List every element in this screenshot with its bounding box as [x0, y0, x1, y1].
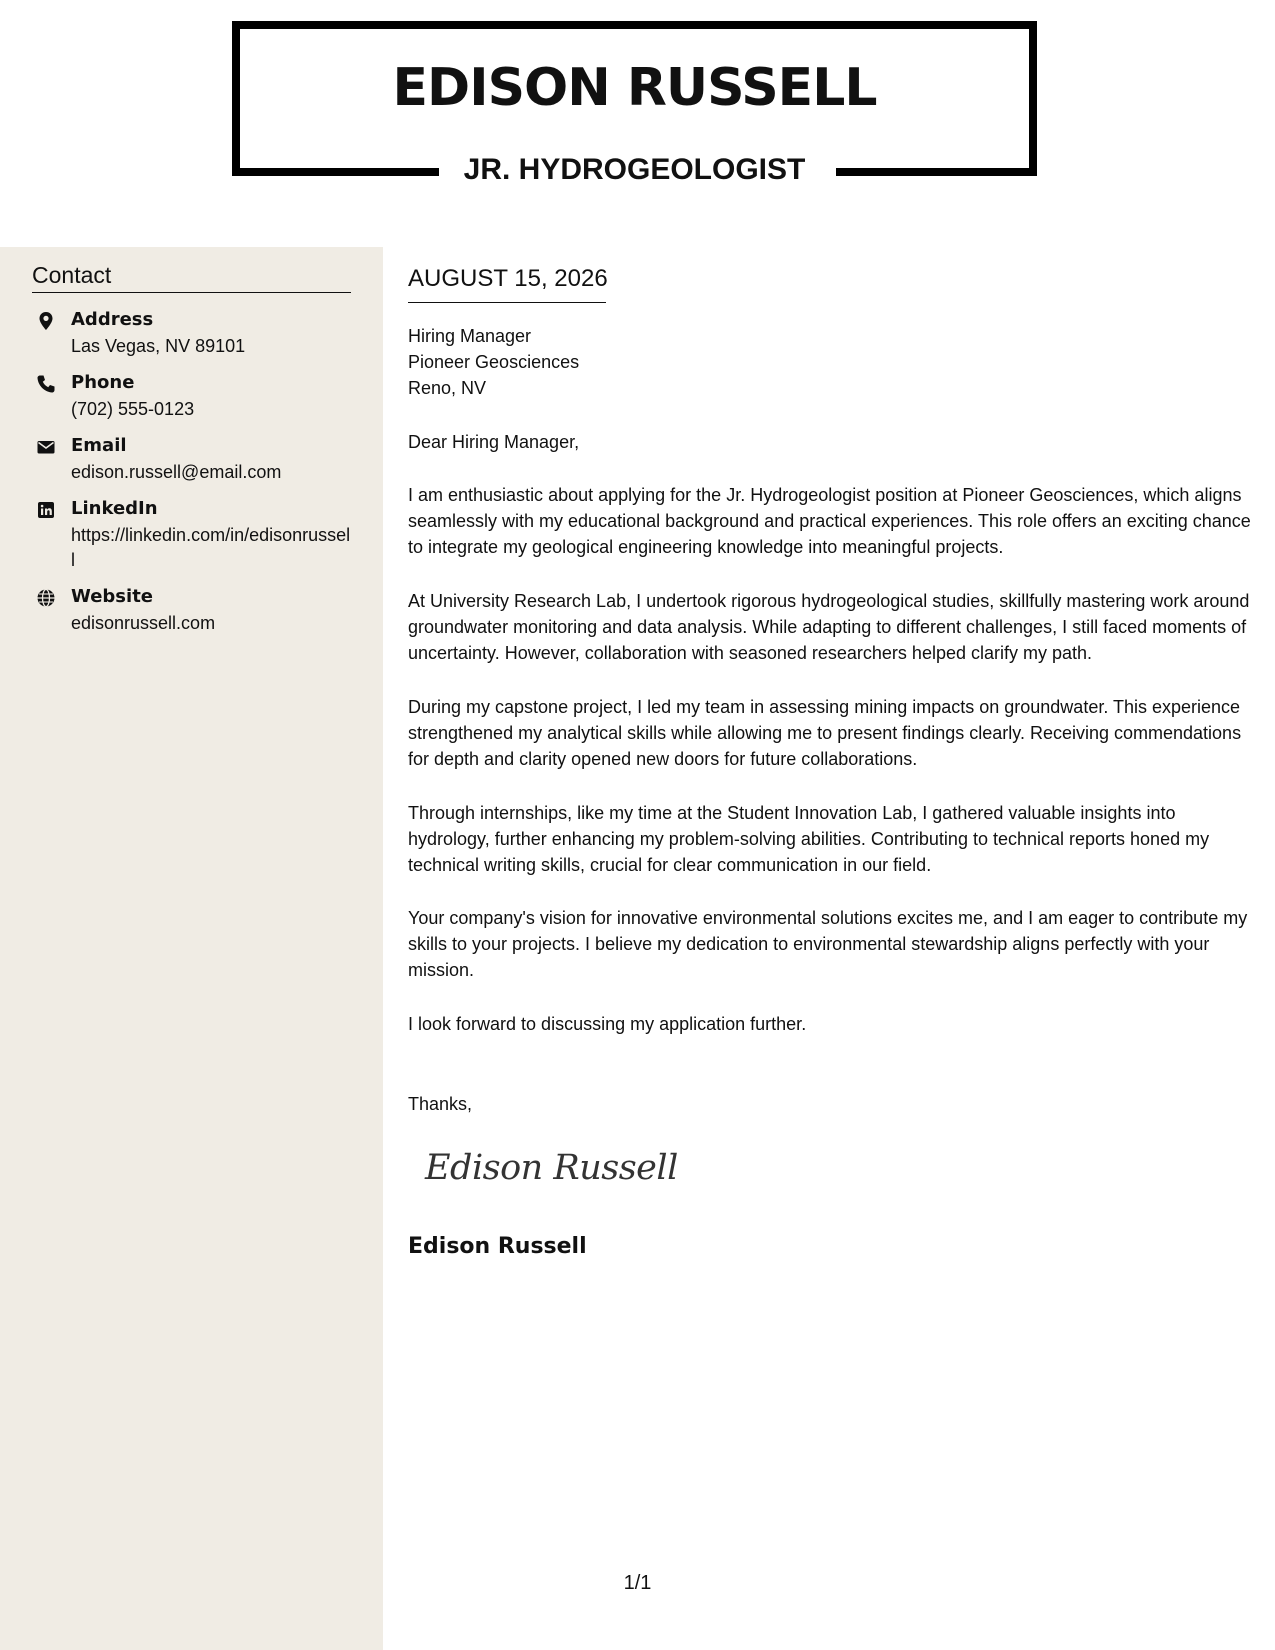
phone-icon [36, 374, 56, 394]
recipient-line: Hiring Manager [408, 326, 532, 346]
contact-divider [32, 292, 351, 293]
linkedin-icon [36, 500, 56, 520]
contact-label: Phone [71, 372, 135, 393]
contact-label: Address [71, 309, 154, 330]
contact-value: (702) 555-0123 [71, 399, 195, 419]
letter-date: AUGUST 15, 2026 [408, 265, 608, 292]
contact-label: Email [71, 435, 127, 456]
contact-value: edisonrussell.com [71, 613, 216, 633]
contact-value: edison.russell@email.com [71, 462, 282, 482]
handwritten-signature: Edison Russell [425, 1148, 678, 1188]
contact-value: Las Vegas, NV 89101 [71, 336, 246, 356]
envelope-icon [36, 437, 56, 457]
recipient-line: Pioneer Geosciences [408, 352, 580, 372]
date-underline [408, 302, 606, 303]
letter-paragraph: Through internships, like my time at the Student Innovation Lab, I gathered valuable insights into hydrology, further enhancing my problem-solving abilities. Contributing to technical reports honed my technical writing skills, crucial for clear communication in our field. [408, 803, 1210, 875]
letter-paragraph: I look forward to discussing my application further. [408, 1014, 807, 1034]
recipient-line: Reno, NV [408, 378, 487, 398]
closing: Thanks, [408, 1094, 473, 1114]
letter-paragraph: I am enthusiastic about applying for the Jr. Hydrogeologist position at Pioneer Geosciences, which aligns seamlessly with my educational background and practical experiences. This role offers an exciting chance to integrate my geological engineering knowledge into meaningful projects. [408, 485, 1251, 557]
letter-paragraph: Your company's vision for innovative environmental solutions excites me, and I am eager to contribute my skills to your projects. I believe my dedication to environmental stewardship aligns perfectly with your mission. [408, 908, 1248, 980]
job-title: JR. HYDROGEOLOGIST [463, 153, 806, 186]
letter-paragraph: During my capstone project, I led my team in assessing mining impacts on groundwater. This experience strengthened my analytical skills while allowing me to present findings clearly. Receiving commendations for depth and clarity opened new doors for future collaborations. [408, 697, 1242, 769]
letter-paragraph: At University Research Lab, I undertook rigorous hydrogeological studies, skillfully mastering work around groundwater monitoring and data analysis. While adapting to different challenges, I still faced moments of uncertainty. However, collaboration with seasoned researchers helped clarify my path. [408, 591, 1250, 663]
recipient-block [408, 323, 579, 401]
contact-value: https://linkedin.com/in/edisonrussell [71, 525, 351, 570]
contact-sidebar [0, 247, 383, 1650]
contact-heading: Contact [32, 262, 112, 288]
globe-icon [36, 588, 56, 608]
signer-name: Edison Russell [408, 1234, 587, 1259]
page-number: 1/1 [623, 1572, 652, 1594]
salutation: Dear Hiring Manager, [408, 432, 580, 452]
applicant-name: EDISON RUSSELL [392, 58, 877, 118]
contact-label: LinkedIn [71, 498, 158, 519]
contact-label: Website [71, 586, 154, 607]
location-pin-icon [36, 311, 56, 331]
